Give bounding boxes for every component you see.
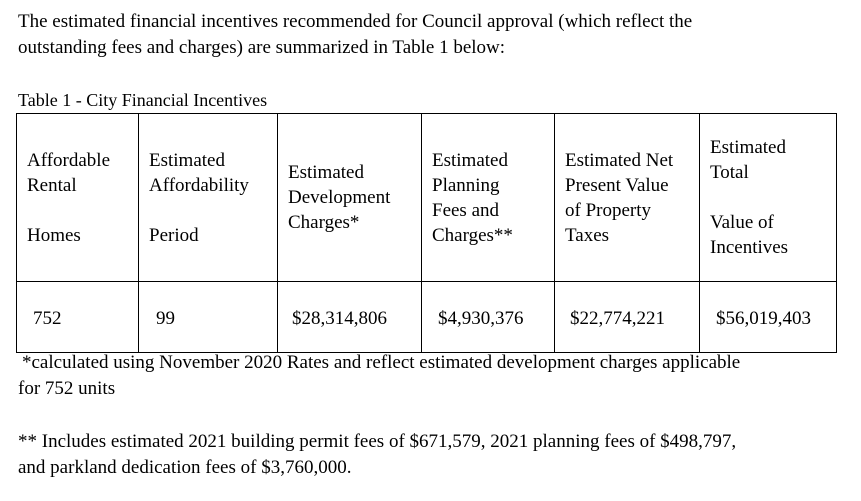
footnote-1-line-1: *calculated using November 2020 Rates and reflect estimated development charges applicable	[22, 352, 741, 373]
value-planning-fees: $4,930,376	[422, 282, 555, 353]
table-row	[17, 282, 837, 353]
footnote-development-charges	[18, 350, 848, 402]
financial-incentives-table	[16, 113, 837, 353]
header-total-value: Estimated Total Value of Incentives	[700, 114, 837, 282]
value-development-charges: $28,314,806	[278, 282, 422, 353]
footnote-1-line-2: for 752 units	[18, 378, 116, 399]
table-caption: Table 1 - City Financial Incentives	[18, 90, 268, 110]
header-affordability-period: Estimated Affordability Period	[139, 114, 278, 282]
footnote-planning-fees	[18, 429, 848, 481]
footnote-2-line-2: and parkland dedication fees of $3,760,000.	[18, 457, 352, 478]
footnote-2-line-1: ** Includes estimated 2021 building permit fees of $671,579, 2021 planning fees of $498,797,	[18, 431, 737, 452]
header-affordable-rental-homes: Affordable Rental Homes	[17, 114, 139, 282]
table-header-row	[17, 114, 837, 282]
value-total-incentives: $56,019,403	[700, 282, 837, 353]
intro-line-1: The estimated financial incentives recommended for Council approval (which reflect the	[18, 11, 693, 32]
header-development-charges: Estimated Development Charges*	[278, 114, 422, 282]
header-property-taxes: Estimated Net Present Value of Property Taxes	[555, 114, 700, 282]
value-homes: 752	[17, 282, 139, 353]
header-planning-fees: Estimated Planning Fees and Charges**	[422, 114, 555, 282]
value-property-taxes: $22,774,221	[555, 282, 700, 353]
intro-paragraph	[18, 9, 848, 61]
value-period: 99	[139, 282, 278, 353]
intro-line-2: outstanding fees and charges) are summarized in Table 1 below:	[18, 37, 506, 58]
